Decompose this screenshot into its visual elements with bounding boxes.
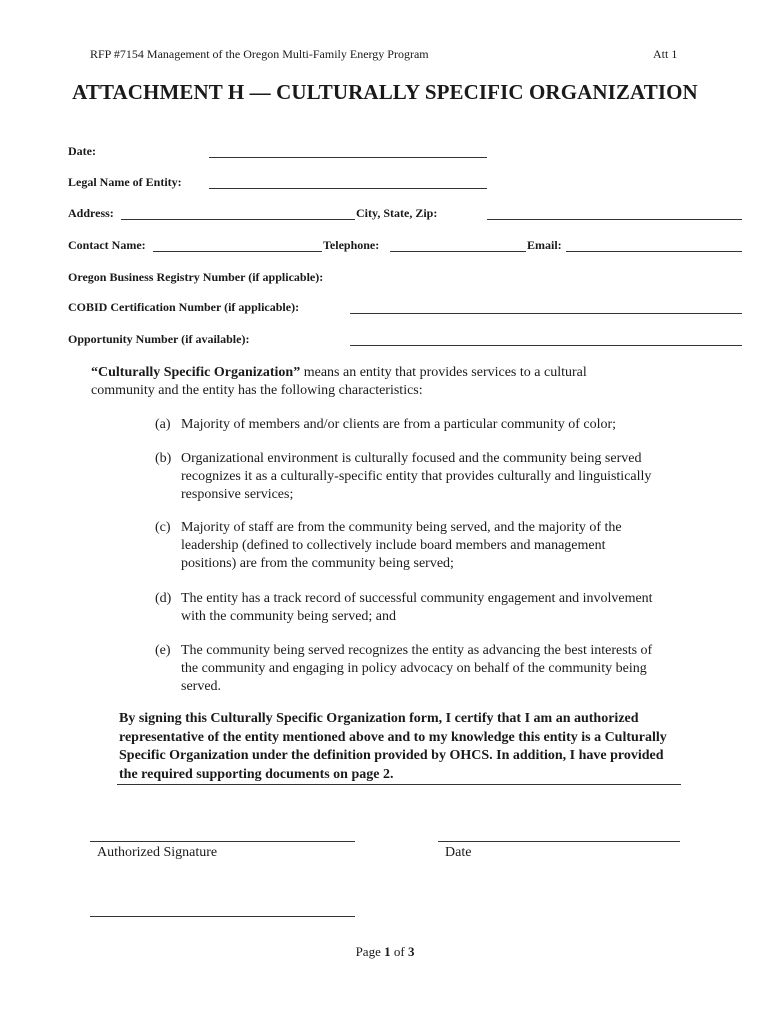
opportunity-label: Opportunity Number (if available): (68, 332, 250, 346)
email-label: Email: (527, 238, 562, 252)
list-item-marker: (e) (155, 643, 171, 658)
list-item-marker: (c) (155, 520, 171, 535)
list-item-text: Organizational environment is culturally focused and the community being served recognizes it as a culturally-specific entity that provides culturally and linguistically responsive services; (181, 451, 652, 502)
list-item-text: Majority of staff are from the community being served, and the majority of the leadership (defined to collectively include board members and management positions) are from the community being served; (181, 520, 622, 571)
city-state-zip-label: City, State, Zip: (356, 206, 438, 220)
list-item (155, 416, 675, 436)
list-item (155, 519, 675, 575)
email-field[interactable] (566, 251, 742, 252)
authorized-signature-label: Authorized Signature (97, 845, 218, 860)
list-item-text: The entity has a track record of successful community engagement and involvement with the community being served; and (181, 591, 653, 624)
running-header-title: RFP #7154 Management of the Oregon Multi-Family Energy Program (90, 47, 429, 61)
legal-name-field[interactable] (209, 188, 487, 189)
date-label: Date: (68, 144, 96, 158)
contact-name-field[interactable] (153, 251, 322, 252)
page-number-total: 3 (407, 944, 415, 959)
list-item-text: The community being served recognizes the entity as advancing the best interests of the community and engaging in policy advocacy on behalf of the community being served. (181, 643, 653, 694)
address-label: Address: (68, 206, 114, 220)
telephone-label: Telephone: (323, 238, 380, 252)
telephone-field[interactable] (390, 251, 526, 252)
page-number-prefix: Page (355, 944, 385, 959)
list-item-text: Majority of members and/or clients are from a particular community of color; (181, 417, 617, 432)
running-header-attachment: Att 1 (653, 47, 678, 61)
page-number-of: of (390, 944, 408, 959)
definition-text: means an entity that provides services to a cultural community and the entity has the following characteristics: (91, 365, 587, 398)
signature-date-label: Date (445, 845, 472, 860)
page-number-current: 1 (384, 944, 391, 959)
definition-paragraph (91, 364, 651, 400)
printed-name-line[interactable] (90, 916, 355, 917)
list-item (155, 590, 675, 628)
list-item-marker: (d) (155, 591, 172, 606)
certification-statement: By signing this Culturally Specific Organization form, I certify that I am an authorized representative of the entity mentioned above and to my knowledge this entity is a Culturally Specific Organization under the definition provided by OHCS. In addition, I have provided the required supporting documents on page 2. (119, 711, 667, 782)
list-item-marker: (b) (155, 451, 172, 466)
cobid-field[interactable] (350, 313, 742, 314)
page-title: ATTACHMENT H — CULTURALLY SPECIFIC ORGANIZATION (72, 80, 698, 104)
list-item (155, 450, 675, 506)
authorized-signature-line[interactable] (90, 841, 355, 842)
business-registry-label: Oregon Business Registry Number (if applicable): (68, 270, 324, 284)
date-field[interactable] (209, 157, 487, 158)
legal-name-label: Legal Name of Entity: (68, 175, 182, 189)
city-state-zip-field[interactable] (487, 219, 742, 220)
page-number (0, 944, 770, 960)
definition-term: “Culturally Specific Organization” (91, 365, 301, 380)
contact-name-label: Contact Name: (68, 238, 146, 252)
list-item (155, 642, 675, 698)
cobid-label: COBID Certification Number (if applicable): (68, 300, 300, 314)
opportunity-field[interactable] (350, 345, 742, 346)
certification-rule (117, 784, 681, 785)
list-item-marker: (a) (155, 417, 171, 432)
signature-date-line[interactable] (438, 841, 680, 842)
address-field[interactable] (121, 219, 355, 220)
